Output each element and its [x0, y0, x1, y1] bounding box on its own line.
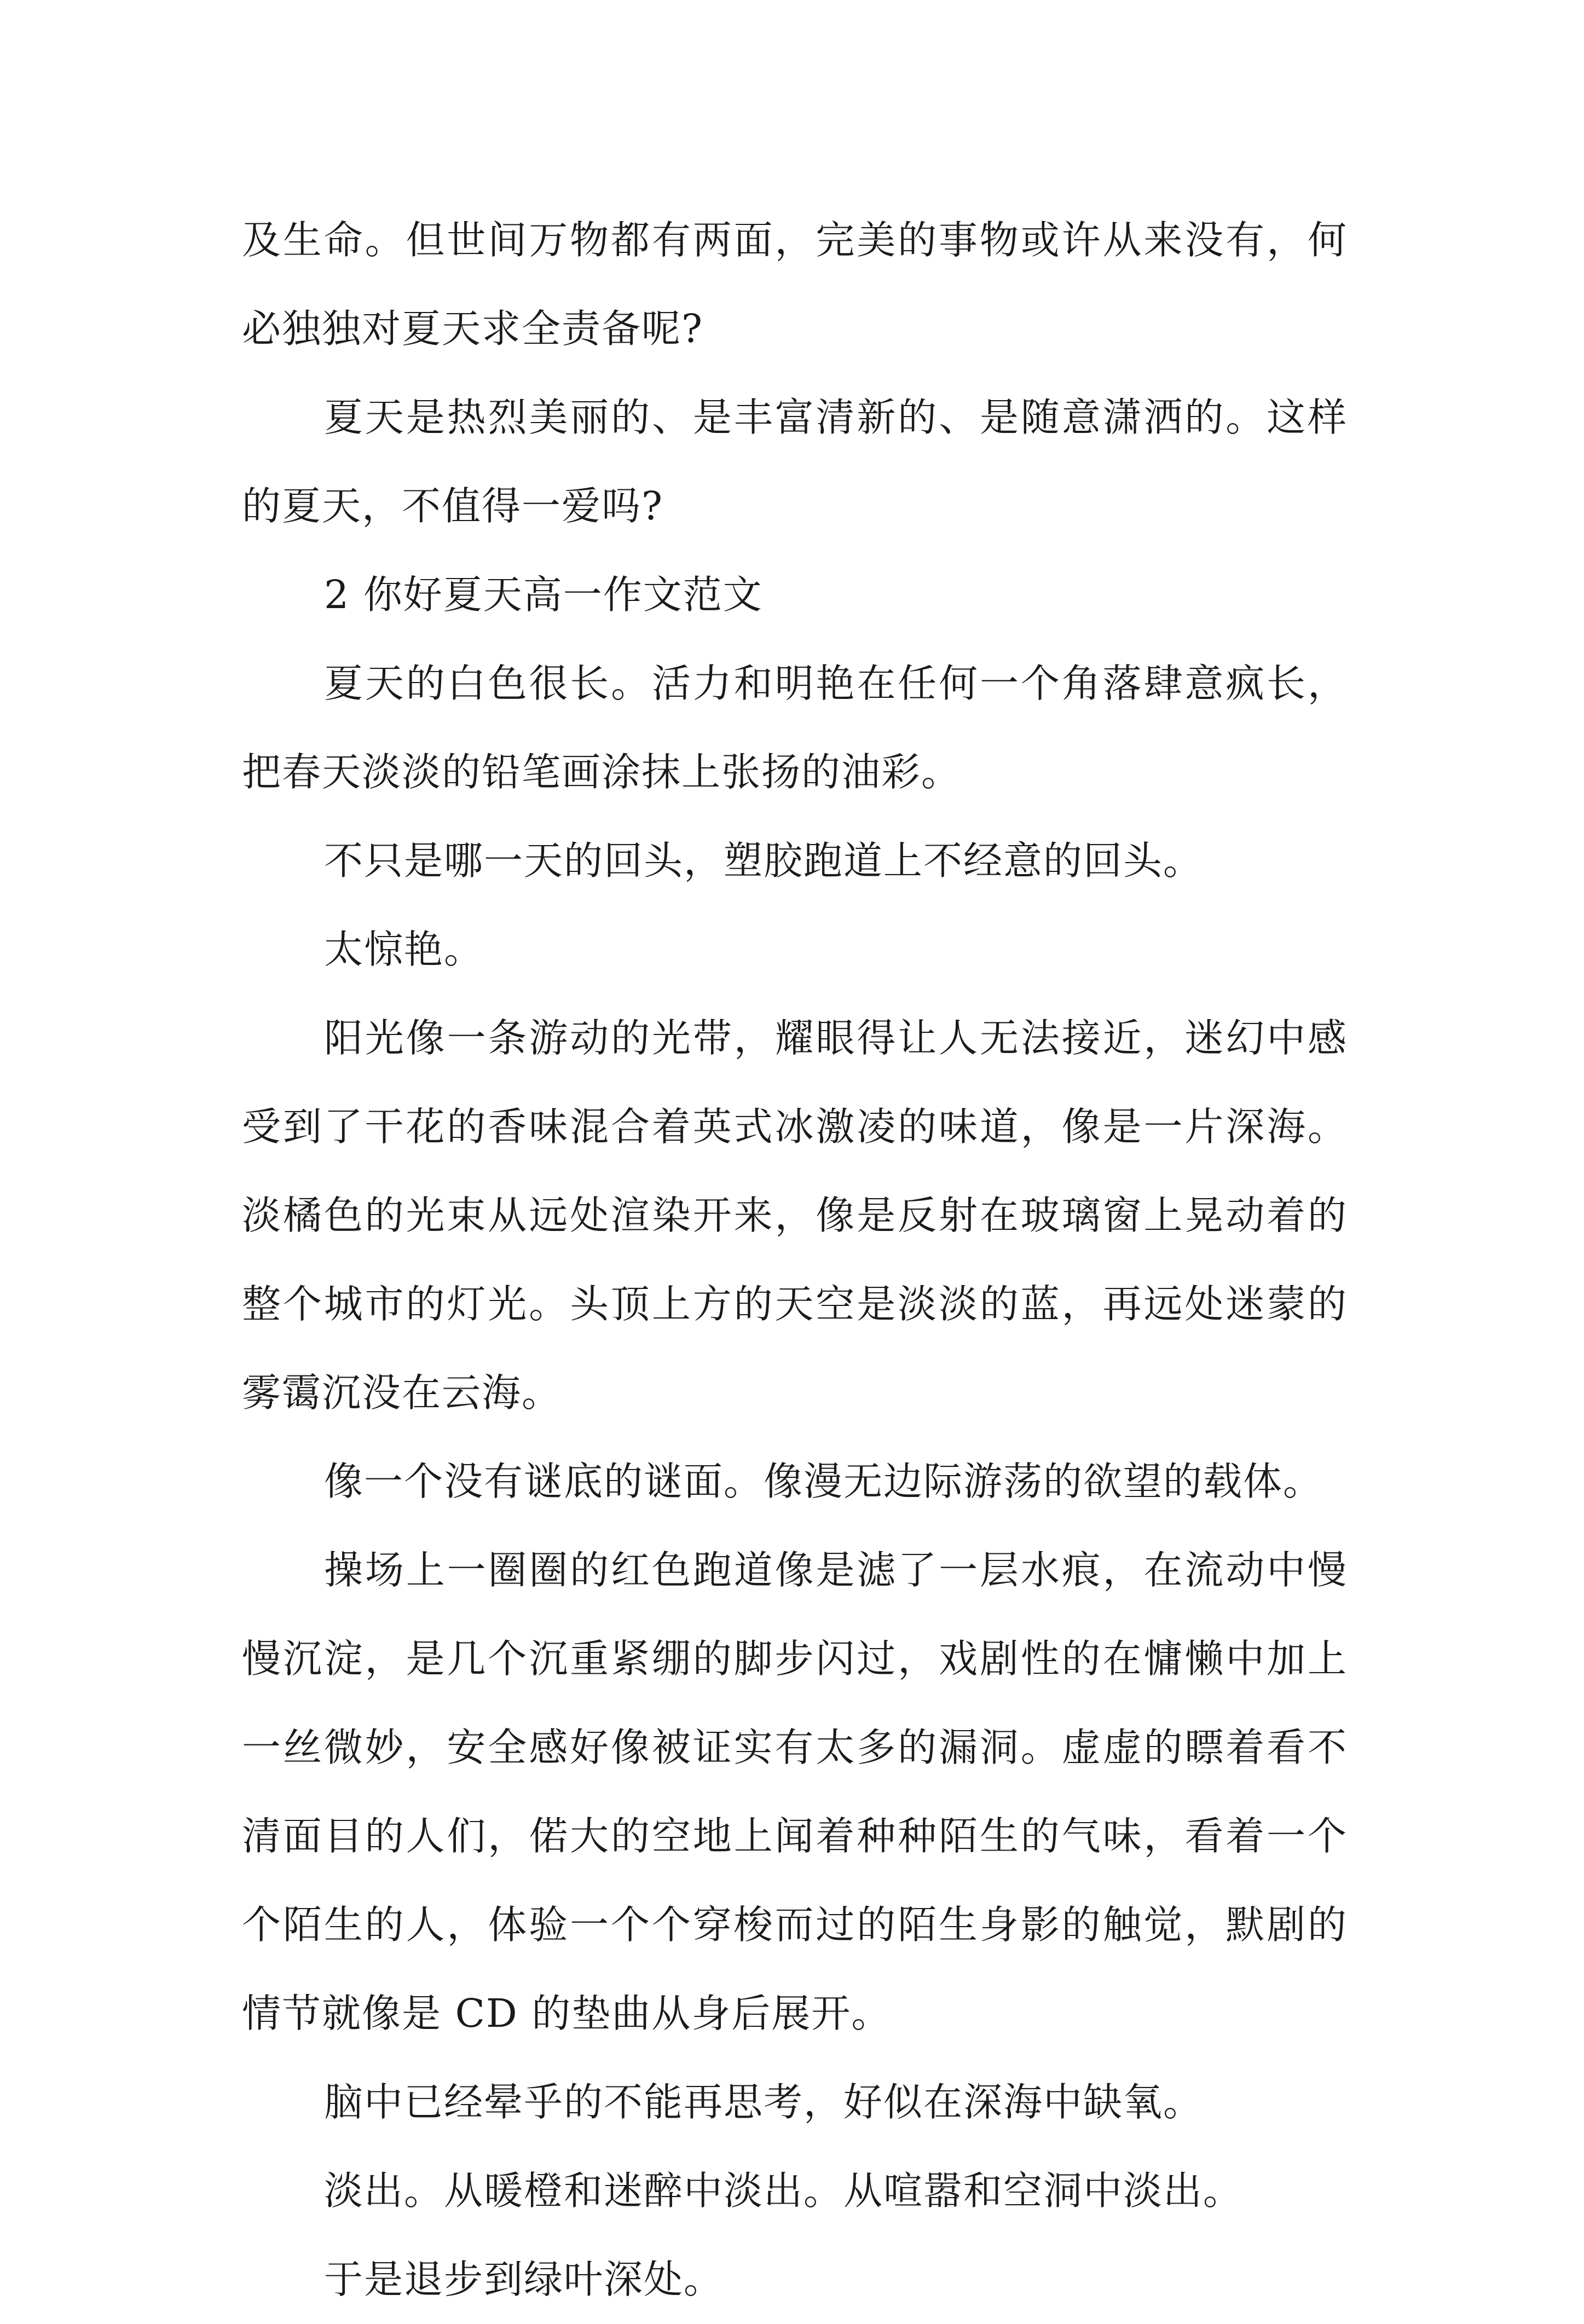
paragraph: 夏天的白色很长。活力和明艳在任何一个角落肆意疯长，把春天淡淡的铅笔画涂抹上张扬的油彩。	[242, 661, 1348, 795]
paragraph: 太惊艳。	[324, 927, 484, 972]
paragraph: 像一个没有谜底的谜面。像漫无边际游荡的欲望的载体。	[324, 1459, 1323, 1504]
paragraph: 于是退步到绿叶深处。	[324, 2257, 724, 2302]
paragraph: 夏天是热烈美丽的、是丰富清新的、是随意潇洒的。这样的夏天，不值得一爱吗?	[242, 395, 1348, 529]
section-heading: 2 你好夏天高一作文范文	[324, 572, 763, 617]
paragraph: 阳光像一条游动的光带，耀眼得让人无法接近，迷幻中感受到了干花的香味混合着英式冰激凌的味道，像是一片深海。淡橘色的光束从远处渲染开来，像是反射在玻璃窗上晃动着的整个城市的灯光。头顶上方的天空是淡淡的蓝，再远处迷蒙的雾霭沉没在云海。	[242, 1015, 1348, 1415]
paragraph: 不只是哪一天的回头，塑胶跑道上不经意的回头。	[324, 838, 1204, 883]
document-body	[242, 196, 1348, 2324]
paragraph: 脑中已经晕乎的不能再思考，好似在深海中缺氧。	[324, 2079, 1204, 2125]
paragraph: 操场上一圈圈的红色跑道像是滤了一层水痕，在流动中慢慢沉淀，是几个沉重紧绷的脚步闪过，戏剧性的在慵懒中加上一丝微妙，安全感好像被证实有太多的漏洞。虚虚的瞟着看不清面目的人们，偌大的空地上闻着种种陌生的气味，看着一个个陌生的人，体验一个个穿梭而过的陌生身影的触觉，默剧的情节就像是 CD 的垫曲从身后展开。	[242, 1547, 1348, 2036]
paragraph: 淡出。从暖橙和迷醉中淡出。从喧嚣和空洞中淡出。	[324, 2168, 1244, 2213]
paragraph: 及生命。但世间万物都有两面，完美的事物或许从来没有，何必独独对夏天求全责备呢?	[242, 217, 1348, 351]
